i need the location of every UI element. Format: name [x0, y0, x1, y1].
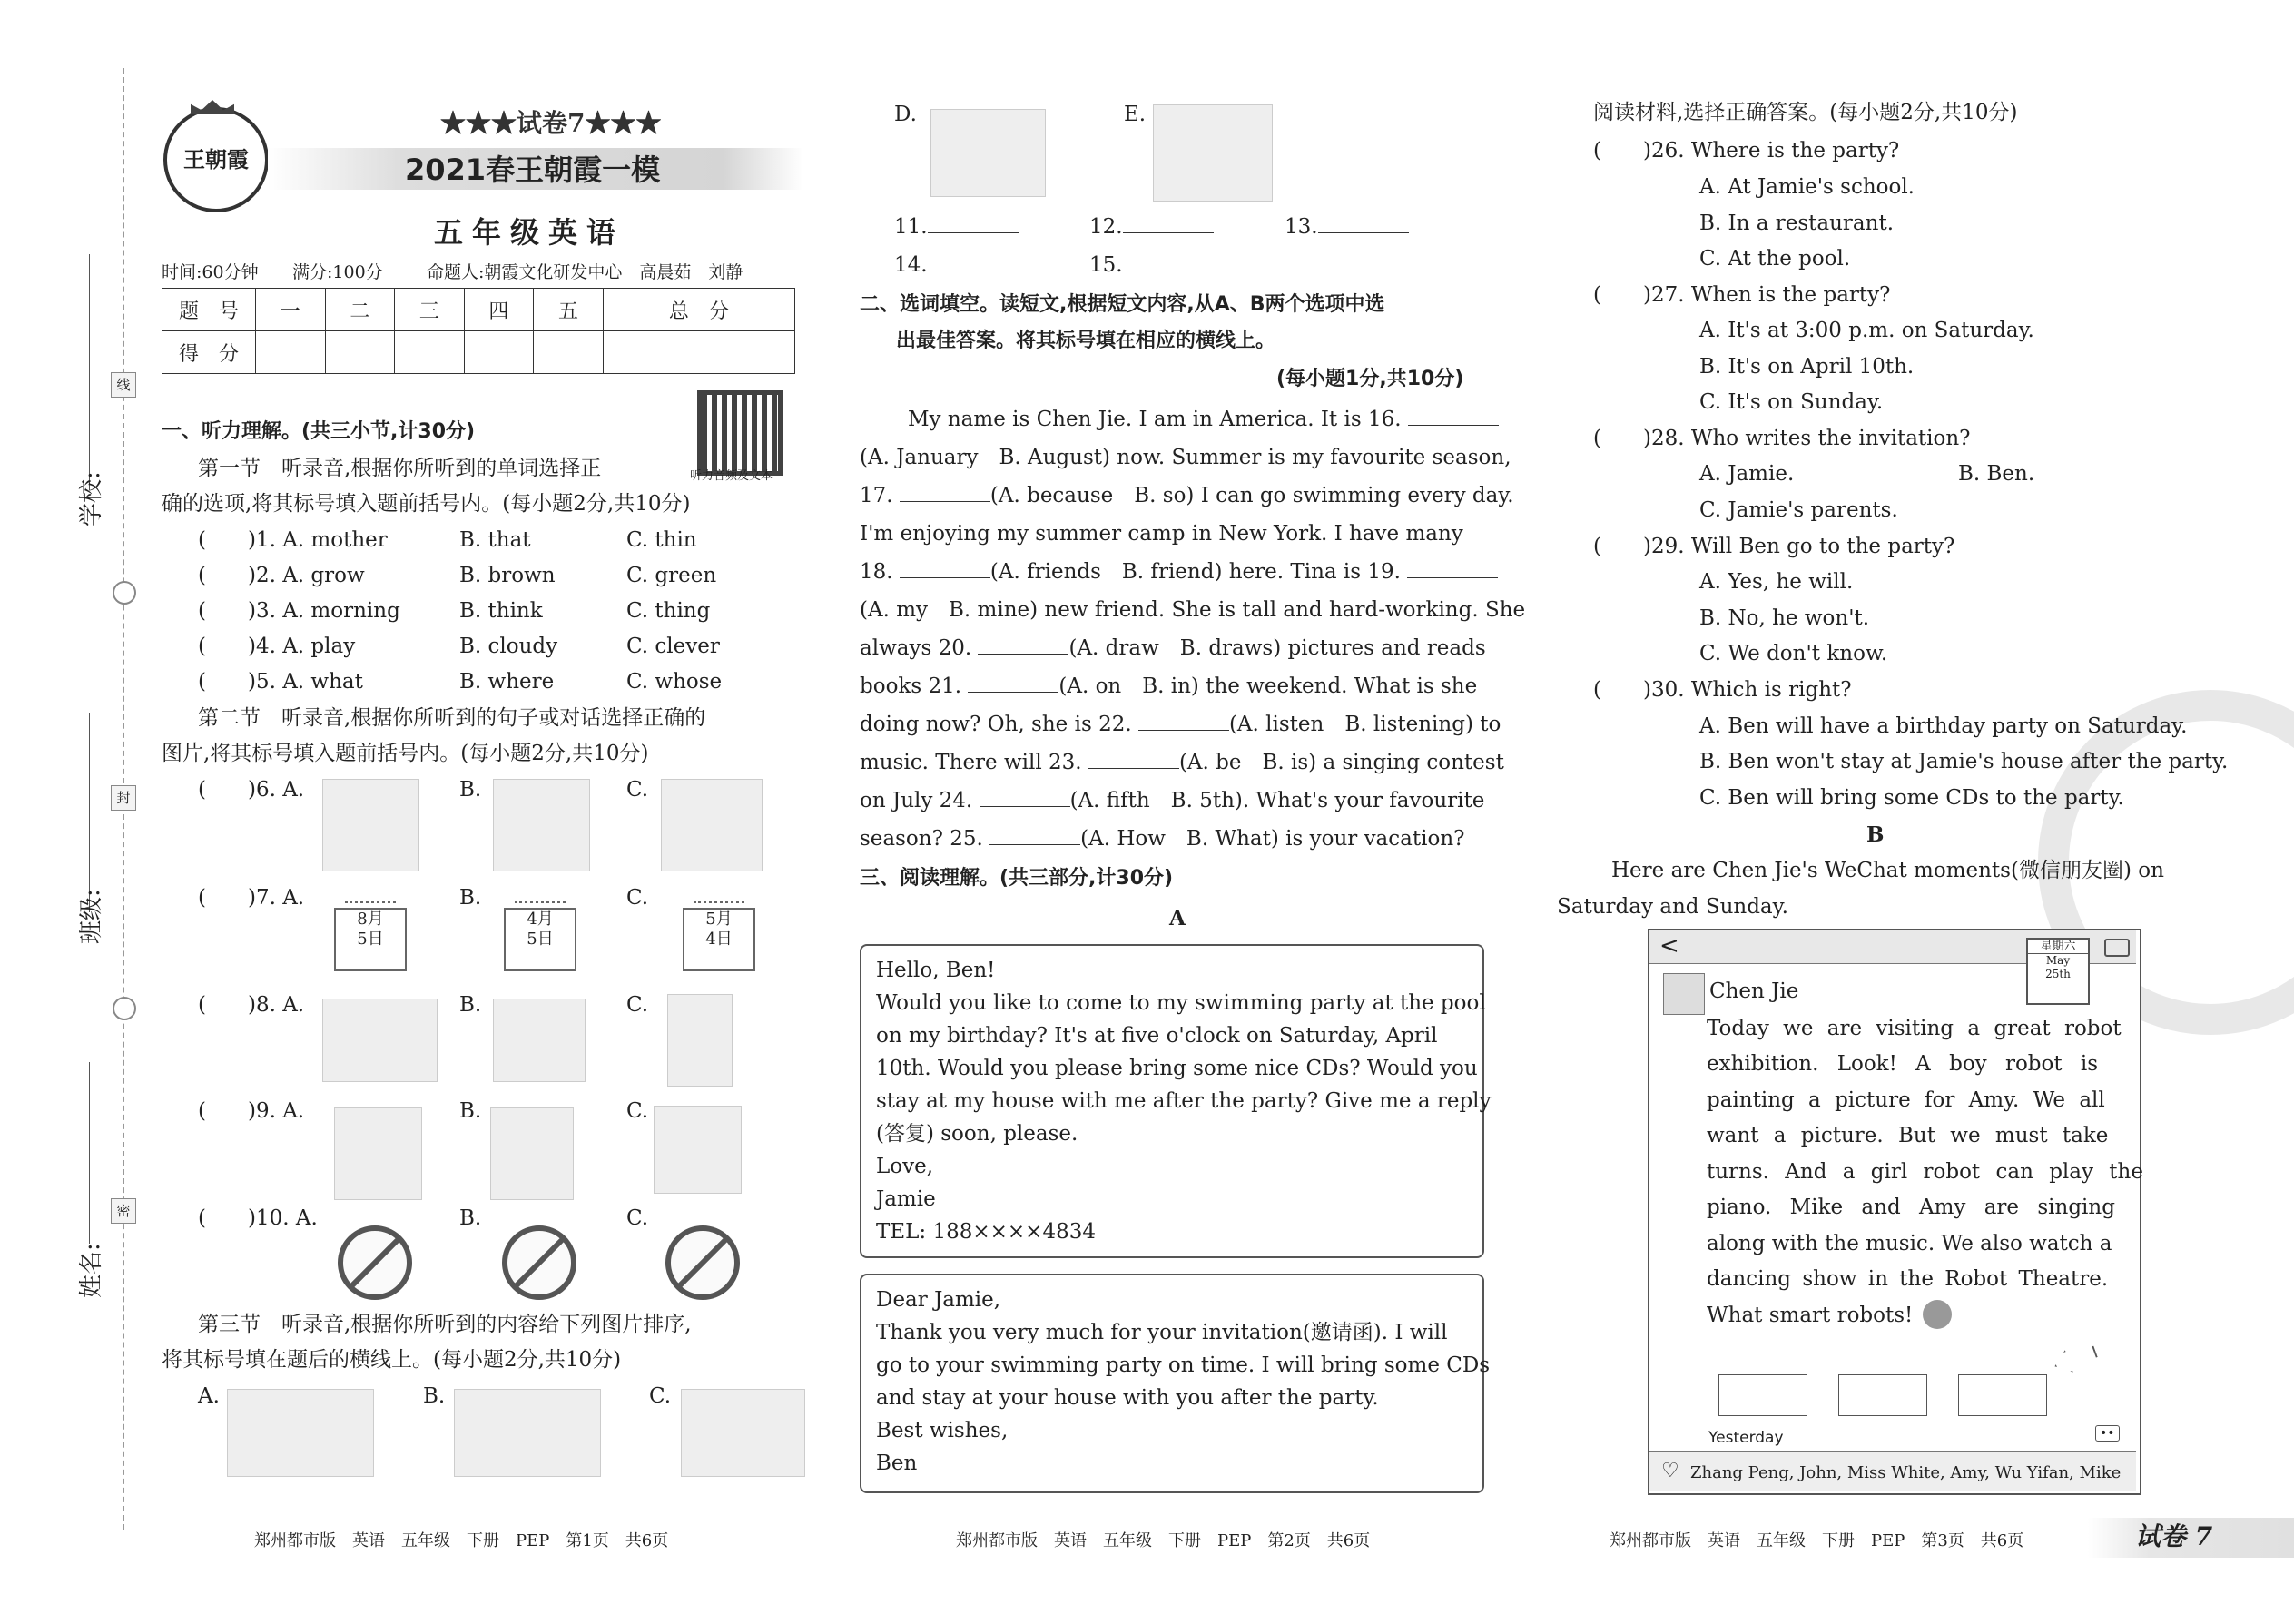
score-table	[162, 288, 795, 374]
no-talking-sign-icon[interactable]	[338, 1225, 412, 1300]
calendar-month: 8月	[357, 910, 384, 929]
option-label-c: C.	[626, 886, 649, 910]
score-cell[interactable]	[464, 331, 534, 374]
listening-s3-instr: 第三节 听录音,根据你所听到的内容给下列图片排序,	[198, 1313, 692, 1336]
cloze-line	[860, 635, 1486, 661]
no-photo-sign-icon[interactable]	[665, 1225, 740, 1300]
score-cell[interactable]	[325, 331, 395, 374]
picture-order-c	[681, 1389, 805, 1477]
qr-caption: 听力音频及文本	[690, 469, 773, 483]
order-label-d: D.	[894, 103, 917, 126]
option-label-c: C.	[626, 778, 649, 802]
post-time: Yesterday	[1708, 1429, 1784, 1447]
option-26c[interactable]: C. At the pool.	[1699, 247, 1851, 271]
part-b-intro: Here are Chen Jie's WeChat moments(微信朋友圈) on	[1611, 859, 2164, 882]
option-30a[interactable]: A. Ben will have a birthday party on Saturday.	[1699, 714, 2188, 738]
cloze-blank[interactable]	[1088, 752, 1179, 769]
crown-icon	[191, 100, 234, 114]
cloze-text: (A. on B. in) the weekend. What is she	[1058, 674, 1478, 698]
letter-line: Thank you very much for your invitation(邀请函). I will	[876, 1321, 1448, 1344]
exam-series: ★★★试卷7★★★	[440, 108, 662, 138]
cloze-text: (A. How B. What) is your vacation?	[1080, 827, 1465, 851]
exam-title: 2021春王朝霞一模	[405, 153, 661, 187]
emoji-icon	[1923, 1300, 1952, 1329]
class-line	[89, 713, 90, 912]
cloze-line	[860, 826, 1464, 851]
order-blank-13[interactable]	[1285, 214, 1409, 240]
question-26[interactable]: ( )26. Where is the party?	[1593, 139, 1900, 162]
option-27b[interactable]: B. It's on April 10th.	[1699, 355, 1915, 379]
back-icon[interactable]: <	[1659, 932, 1679, 960]
cloze-blank[interactable]	[989, 828, 1080, 845]
option-1b[interactable]: B. that	[459, 528, 531, 552]
cloze-text: on July 24.	[860, 789, 973, 812]
cloze-text: books 21.	[860, 674, 962, 698]
option-label-b: B.	[459, 886, 482, 910]
order-number: 11.	[894, 215, 928, 239]
moment-line: What smart robots!	[1707, 1304, 1914, 1327]
cloze-line	[908, 407, 1499, 432]
cloze-line	[860, 750, 1504, 775]
exam-tab: 试卷 7	[2135, 1521, 2213, 1551]
picture-9c[interactable]	[654, 1106, 742, 1194]
letter-line: Would you like to come to my swimming party at the pool	[876, 991, 1486, 1015]
answer-box-2[interactable]	[1838, 1374, 1927, 1416]
cloze-text: (A. friends B. friend) here. Tina is 19.	[989, 560, 1401, 584]
question-27[interactable]: ( )27. When is the party?	[1593, 283, 1891, 307]
brand-logo-text: 王朝霞	[183, 146, 249, 172]
option-5b[interactable]: B. where	[459, 670, 555, 694]
cloze-text: (A. my B. mine) new friend. She is tall and hard-working. She	[860, 598, 1526, 622]
picture-order-b	[454, 1389, 601, 1477]
letter-line: Jamie	[876, 1187, 936, 1211]
seal-secret-mark: 密	[111, 1198, 136, 1224]
cloze-line	[860, 483, 1514, 508]
calendar-7c[interactable]	[683, 908, 755, 971]
option-30b[interactable]: B. Ben won't stay at Jamie's house after the party.	[1699, 750, 2229, 773]
listening-s3-instr: 将其标号填在题后的横线上。(每小题2分,共10分)	[162, 1348, 622, 1372]
option-29a[interactable]: A. Yes, he will.	[1699, 570, 1854, 594]
option-2b[interactable]: B. brown	[459, 564, 556, 587]
score-cell[interactable]	[534, 331, 604, 374]
name-line	[89, 1062, 90, 1244]
moment-line: piano. Mike and Amy are singing	[1707, 1196, 2115, 1219]
order-blank-12[interactable]	[1089, 214, 1214, 240]
question-8[interactable]: ( )8. A.	[198, 993, 305, 1017]
cloze-text: (A. be B. is) a singing contest	[1178, 751, 1504, 774]
cloze-text: (A. draw B. draws) pictures and reads	[1068, 636, 1486, 660]
cloze-blank[interactable]	[978, 637, 1068, 655]
order-blank-15[interactable]	[1089, 252, 1214, 278]
moment-line: along with the music. We also watch a	[1707, 1232, 2112, 1255]
moment-line: want a picture. But we must take	[1707, 1124, 2109, 1147]
option-28a[interactable]: A. Jamie.	[1699, 462, 1795, 486]
moment-line: painting a picture for Amy. We all	[1707, 1088, 2105, 1112]
picture-8a[interactable]	[322, 999, 438, 1082]
order-label-c: C.	[649, 1384, 672, 1408]
cloze-title: 二、选词填空。读短文,根据短文内容,从A、B两个选项中选	[860, 293, 1385, 316]
cloze-text: (A. January B. August) now. Summer is my favourite season,	[860, 446, 1511, 469]
score-cell[interactable]	[395, 331, 465, 374]
calendar-7a[interactable]	[334, 908, 407, 971]
cloze-line	[860, 559, 1498, 585]
cloze-blank[interactable]	[980, 790, 1070, 807]
calendar-month: 5月	[705, 910, 733, 929]
question-29[interactable]: ( )29. Will Ben go to the party?	[1593, 535, 1955, 558]
class-label: 班级:	[78, 889, 105, 944]
option-label-b: B.	[459, 778, 482, 802]
picture-6a[interactable]	[322, 779, 419, 871]
no-food-sign-icon[interactable]	[502, 1225, 576, 1300]
binding-ring-2	[113, 997, 136, 1020]
listening-s2-instr: 第二节 听录音,根据你所听到的句子或对话选择正确的	[198, 706, 706, 730]
table-header-cell: 二	[325, 289, 395, 331]
picture-8b[interactable]	[493, 999, 586, 1082]
table-header-cell: 五	[534, 289, 604, 331]
question-2[interactable]: ( )2. A. grow	[198, 564, 365, 587]
moment-line: dancing show in the Robot Theatre.	[1707, 1267, 2109, 1291]
cloze-blank[interactable]	[1408, 408, 1499, 426]
letter-line: 10th. Would you please bring some nice CDs? Would you	[876, 1057, 1478, 1080]
table-header-cell: 四	[464, 289, 534, 331]
calendar-day: 4日	[705, 930, 733, 949]
cloze-text: My name is Chen Jie. I am in America. It is 16.	[908, 408, 1402, 431]
picture-order-a	[227, 1389, 374, 1477]
order-number: 14.	[894, 253, 928, 277]
order-number: 12.	[1089, 215, 1123, 239]
option-26a[interactable]: A. At Jamie's school.	[1699, 175, 1915, 199]
school-line	[89, 254, 90, 490]
calendar-day: 5日	[357, 930, 384, 949]
seal-seal-mark: 封	[111, 785, 136, 811]
table-header-cell: 三	[395, 289, 465, 331]
option-label-c: C.	[626, 1206, 649, 1230]
option-3c[interactable]: C. thing	[626, 599, 711, 623]
picture-order-d	[930, 109, 1046, 197]
cloze-text: 17.	[860, 484, 893, 507]
moment-line: turns. And a girl robot can play the	[1707, 1160, 2143, 1184]
cloze-line	[860, 521, 1463, 546]
question-9[interactable]: ( )9. A.	[198, 1099, 305, 1123]
question-7[interactable]: ( )7. A.	[198, 886, 305, 910]
seal-line-mark: 线	[111, 372, 136, 398]
question-10[interactable]: ( )10. A.	[198, 1206, 318, 1230]
cloze-blank[interactable]	[900, 561, 990, 578]
letter-line: Hello, Ben!	[876, 959, 996, 982]
cloze-line	[860, 597, 1525, 623]
calendar-date: 25th	[2045, 968, 2071, 980]
order-label-b: B.	[423, 1384, 446, 1408]
cloze-line	[860, 445, 1511, 470]
option-27a[interactable]: A. It's at 3:00 p.m. on Saturday.	[1699, 319, 2034, 342]
cloze-line	[860, 674, 1477, 699]
binding-ring-1	[113, 581, 136, 605]
cloze-text: always 20.	[860, 636, 972, 660]
option-30c[interactable]: C. Ben will bring some CDs to the party.	[1699, 786, 2124, 810]
reading-title: 三、阅读理解。(共三部分,计30分)	[860, 867, 1174, 890]
reading-part-a: A	[1169, 906, 1186, 930]
question-30[interactable]: ( )30. Which is right?	[1593, 678, 1852, 702]
cloze-title: 出最佳答案。将其标号填在相应的横线上。	[896, 330, 1276, 352]
cloze-text: (A. fifth B. 5th). What's your favourite	[1069, 789, 1485, 812]
question-3[interactable]: ( )3. A. morning	[198, 599, 400, 623]
footer-page-2: 郑州都市版 英语 五年级 下册 PEP 第2页 共6页	[956, 1531, 1371, 1550]
footer-page-3: 郑州都市版 英语 五年级 下册 PEP 第3页 共6页	[1610, 1531, 2024, 1550]
letter-line: Love,	[876, 1155, 934, 1178]
letter-line: TEL: 188××××4834	[876, 1220, 1096, 1244]
calendar-7b[interactable]	[504, 908, 576, 971]
cloze-blank[interactable]	[900, 485, 990, 502]
part-b-intro: Saturday and Sunday.	[1557, 895, 1788, 919]
question-5[interactable]: ( )5. A. what	[198, 670, 363, 694]
qr-code-icon	[697, 390, 783, 476]
cloze-blank[interactable]	[1138, 714, 1229, 731]
letter-line: go to your swimming party on time. I will bring some CDs	[876, 1353, 1491, 1377]
calendar-sticker	[2026, 938, 2090, 1005]
option-27c[interactable]: C. It's on Sunday.	[1699, 390, 1884, 414]
option-label-b: B.	[459, 1206, 482, 1230]
order-blank-14[interactable]	[894, 252, 1019, 278]
camera-icon[interactable]	[2104, 939, 2130, 957]
score-cell[interactable]	[256, 331, 326, 374]
option-29c[interactable]: C. We don't know.	[1699, 642, 1888, 665]
cloze-text: 18.	[860, 560, 893, 584]
letter-line: on my birthday? It's at five o'clock on Saturday, April	[876, 1024, 1438, 1048]
exam-time: 时间:60分钟	[162, 262, 259, 282]
cloze-text: season? 25.	[860, 827, 983, 851]
option-label-b: B.	[459, 993, 482, 1017]
cloze-text: I'm enjoying my summer camp in New York. I have many	[860, 522, 1463, 546]
letter-line: Ben	[876, 1452, 918, 1475]
calendar-day: 5日	[527, 930, 554, 949]
answer-box-3[interactable]	[1958, 1374, 2047, 1416]
table-header-cell: 总 分	[603, 289, 794, 331]
exam-score: 满分:100分	[292, 262, 383, 282]
exam-authors: 命题人:朝霞文化研发中心 高晨茹 刘静	[427, 262, 743, 282]
order-label-e: E.	[1124, 103, 1147, 126]
heart-icon: ♡	[1661, 1460, 1679, 1482]
cloze-text: (A. listen B. listening) to	[1228, 713, 1501, 736]
order-number: 15.	[1089, 253, 1123, 277]
listening-title: 一、听力理解。(共三小节,计30分)	[162, 420, 476, 443]
school-label: 学校:	[78, 471, 105, 527]
order-label-a: A.	[198, 1384, 220, 1408]
cloze-text: music. There will 23.	[860, 751, 1082, 774]
question-6[interactable]: ( )6. A.	[198, 778, 305, 802]
order-blank-11[interactable]	[894, 214, 1019, 240]
answer-box-1[interactable]	[1718, 1374, 1807, 1416]
option-26b[interactable]: B. In a restaurant.	[1699, 212, 1895, 235]
option-28c[interactable]: C. Jamie's parents.	[1699, 498, 1898, 522]
option-5c[interactable]: C. whose	[626, 670, 723, 694]
picture-9a[interactable]	[334, 1107, 422, 1200]
option-label-b: B.	[459, 1099, 482, 1123]
listening-s1-instr: 第一节 听录音,根据你所听到的单词选择正	[198, 457, 602, 480]
reading-part-b: B	[1866, 822, 1885, 847]
footer-page-1: 郑州都市版 英语 五年级 下册 PEP 第1页 共6页	[254, 1531, 669, 1550]
option-1c[interactable]: C. thin	[626, 528, 697, 552]
letter-line: stay at my house with me after the party? Give me a reply	[876, 1089, 1492, 1113]
cloze-blank[interactable]	[968, 675, 1058, 693]
likes-list: Zhang Peng, John, Miss White, Amy, Wu Yifan, Mike	[1690, 1463, 2122, 1482]
picture-order-e	[1153, 104, 1273, 202]
question-1[interactable]: ( )1. A. mother	[198, 528, 388, 552]
calendar-month: May	[2045, 954, 2071, 967]
listening-s1-instr: 确的选项,将其标号填入题前括号内。(每小题2分,共10分)	[162, 492, 691, 516]
table-header-cell: 题 号	[162, 289, 256, 331]
option-4c[interactable]: C. clever	[626, 635, 720, 658]
order-number: 13.	[1285, 215, 1318, 239]
avatar[interactable]	[1663, 973, 1705, 1015]
question-4[interactable]: ( )4. A. play	[198, 635, 356, 658]
picture-8c[interactable]	[667, 994, 733, 1087]
table-row-label: 得 分	[162, 331, 256, 374]
cloze-line	[860, 788, 1484, 813]
picture-9b[interactable]	[490, 1107, 574, 1200]
calendar-weekday: 星期六	[2028, 940, 2088, 954]
brand-logo	[163, 107, 269, 212]
cloze-text: doing now? Oh, she is 22.	[860, 713, 1132, 736]
option-2c[interactable]: C. green	[626, 564, 717, 587]
letter-line: (答复) soon, please.	[876, 1122, 1078, 1146]
picture-6c[interactable]	[661, 779, 763, 871]
picture-6b[interactable]	[493, 779, 590, 871]
option-label-c: C.	[626, 993, 649, 1017]
poster-name[interactable]: Chen Jie	[1709, 979, 1799, 1003]
moment-line: Today we are visiting a great robot	[1707, 1017, 2122, 1040]
calendar-month: 4月	[527, 910, 554, 929]
option-label-c: C.	[626, 1099, 649, 1123]
letter-line: and stay at your house with you after the party.	[876, 1386, 1379, 1410]
option-28b[interactable]: B. Ben.	[1958, 462, 2035, 486]
more-icon[interactable]: ••	[2095, 1425, 2120, 1442]
cloze-line	[860, 712, 1501, 737]
listening-s2-instr: 图片,将其标号填入题前括号内。(每小题2分,共10分)	[162, 742, 649, 765]
question-28[interactable]: ( )28. Who writes the invitation?	[1593, 427, 1971, 450]
subject-title: 五年级英语	[434, 215, 625, 250]
cloze-points: (每小题1分,共10分)	[1276, 368, 1464, 390]
table-header-cell: 一	[256, 289, 326, 331]
score-cell[interactable]	[603, 331, 794, 374]
option-29b[interactable]: B. No, he won't.	[1699, 606, 1870, 630]
name-label: 姓名:	[78, 1243, 105, 1298]
cloze-text: (A. because B. so) I can go swimming every day.	[989, 484, 1514, 507]
reading-instructions: 阅读材料,选择正确答案。(每小题2分,共10分)	[1593, 101, 2018, 124]
option-3b[interactable]: B. think	[459, 599, 543, 623]
letter-line: Best wishes,	[876, 1419, 1009, 1442]
cloze-blank[interactable]	[1407, 561, 1498, 578]
moment-line: exhibition. Look! A boy robot is	[1707, 1052, 2099, 1076]
option-4b[interactable]: B. cloudy	[459, 635, 558, 658]
letter-line: Dear Jamie,	[876, 1288, 1001, 1312]
